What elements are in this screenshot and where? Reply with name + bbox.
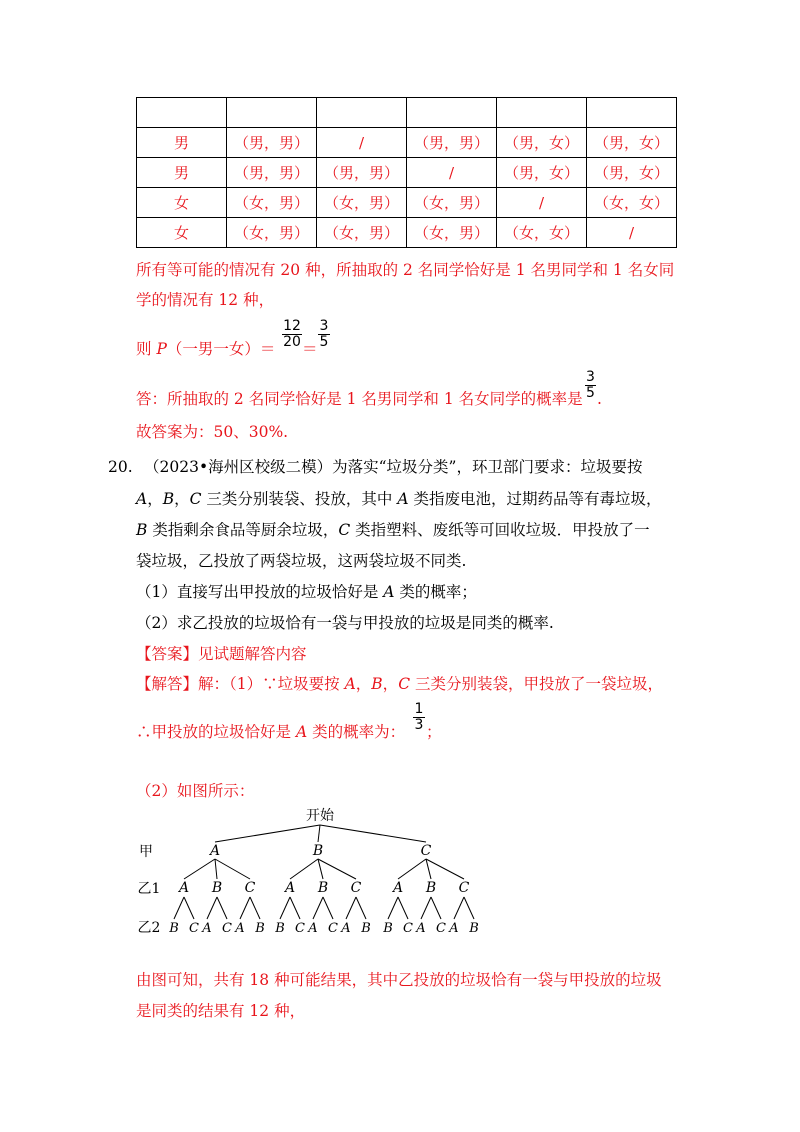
table-cell: （男，女） <box>497 128 587 158</box>
tree-branch <box>318 825 320 842</box>
tree-branch <box>217 897 227 919</box>
tree-branch <box>240 897 250 919</box>
table-cell: （女，男） <box>227 188 317 218</box>
prob-prefix: 则 <box>136 340 157 358</box>
tree-branch <box>174 897 184 919</box>
tree-branch <box>426 859 431 879</box>
question-line-2: A，B，C 三类分别装袋、投放，其中 A 类指废电池，过期药品等有毒垃圾， <box>136 490 662 508</box>
tree-node-level3: A <box>235 921 245 936</box>
tree-branch <box>398 859 426 879</box>
tree-node-level2: C <box>244 880 256 896</box>
tree-branch <box>215 859 250 879</box>
table-cell: （女，女） <box>497 218 587 248</box>
tree-node-level1: B <box>312 843 324 859</box>
tree-branch <box>184 897 194 919</box>
fraction-numerator: 3 <box>586 369 595 385</box>
answer-line: 答：所抽取的 2 名同学恰好是 1 名男同学和 1 名女同学的概率是 <box>136 390 583 408</box>
tree-branch <box>323 897 333 919</box>
table-cell: （男，女） <box>587 158 677 188</box>
tree-node-level2: A <box>392 880 404 896</box>
row-label-jia: 甲 <box>139 844 153 860</box>
tree-branch <box>320 825 426 842</box>
tree-branch <box>215 859 217 879</box>
equals-sign: ＝ <box>302 340 318 358</box>
tree-branch <box>318 859 323 879</box>
sub-question-1: （1）直接写出甲投放的垃圾恰好是 A 类的概率； <box>136 583 477 601</box>
prob-event: （一男一女）＝ <box>166 340 276 358</box>
tree-node-level3: A <box>449 921 459 936</box>
tree-branch <box>207 897 217 919</box>
tree-node-level3: A <box>341 921 351 936</box>
question-line-1: （2023•海州区校级二模）为落实“垃圾分类”，环卫部门要求：垃圾要按 <box>144 458 643 476</box>
sub-question-2: （2）求乙投放的垃圾恰有一袋与甲投放的垃圾是同类的概率. <box>136 614 554 632</box>
tree-node-level1: C <box>420 843 432 859</box>
table-cell: （男，男） <box>227 128 317 158</box>
tree-node-level3: B <box>361 921 371 936</box>
tree-node-level3: B <box>169 921 179 936</box>
question-line-3: B 类指剩余食品等厨余垃圾，C 类指塑料、废纸等可回收垃圾．甲投放了一 <box>136 521 650 539</box>
solution-line-2: 学的情况有 12 种， <box>136 291 275 309</box>
table-cell: （男，男） <box>317 158 407 188</box>
solution-label: 【解答】 <box>136 675 199 693</box>
tree-branch <box>184 859 215 879</box>
row-label-yi2: 乙2 <box>137 920 161 936</box>
tree-node-level3: C <box>436 921 446 936</box>
table-cell: （女，男） <box>407 218 497 248</box>
tree-node-level3: B <box>275 921 285 936</box>
tree-branch <box>426 859 464 879</box>
tree-node-level2: B <box>317 880 329 896</box>
table-cell: （女，男） <box>317 188 407 218</box>
tree-branch <box>290 859 318 879</box>
tree-branch <box>215 825 320 842</box>
tree-branch <box>356 897 366 919</box>
table-cell: （男，男） <box>227 158 317 188</box>
solution-line-1: 所有等可能的情况有 20 种，所抽取的 2 名同学恰好是 1 名男同学和 1 名女同 <box>136 261 675 279</box>
solution-line-5: 是同类的结果有 12 种， <box>136 1002 306 1020</box>
tree-node-level3: B <box>255 921 265 936</box>
tree-node-level1: A <box>209 843 221 859</box>
tree-node-level3: B <box>383 921 393 936</box>
table-cell: （女，男） <box>227 218 317 248</box>
tree-node-level2: B <box>425 880 437 896</box>
tree-node-level2: A <box>178 880 190 896</box>
tree-branch <box>454 897 464 919</box>
tree-node-level3: A <box>202 921 212 936</box>
tree-branch <box>398 897 408 919</box>
tree-branch <box>464 897 474 919</box>
solution-line-2: ∴甲投放的垃圾恰好是 A 类的概率为： <box>136 723 406 741</box>
tree-node-level3: B <box>469 921 479 936</box>
fraction-denominator: 5 <box>586 385 595 401</box>
fraction-numerator: 1 <box>414 701 424 717</box>
fraction-denominator: 20 <box>283 334 301 350</box>
table-cell: 女 <box>137 188 227 218</box>
tree-branch <box>280 897 290 919</box>
tree-node-level3: C <box>295 921 305 936</box>
table-cell: / <box>317 128 407 158</box>
tree-branch <box>421 897 431 919</box>
fraction-numerator: 12 <box>283 318 301 334</box>
tree-branch <box>250 897 260 919</box>
tree-branch <box>318 859 356 879</box>
table-cell: 女 <box>137 218 227 248</box>
tree-node-level3: C <box>403 921 413 936</box>
table-cell: （男，男） <box>407 128 497 158</box>
tree-node-level2: A <box>284 880 296 896</box>
table-cell: （女，男） <box>407 188 497 218</box>
tree-node-level3: A <box>416 921 426 936</box>
final-answer: 故答案为：50、30%. <box>136 423 289 441</box>
table-cell: （女，女） <box>587 188 677 218</box>
fraction-denominator: 3 <box>414 717 424 733</box>
tree-branch <box>431 897 441 919</box>
tree-node-level3: C <box>189 921 199 936</box>
table-cell: / <box>407 158 497 188</box>
table-cell: 男 <box>137 128 227 158</box>
fraction-denominator: 5 <box>319 334 329 350</box>
table-cell: / <box>497 188 587 218</box>
tree-node-level3: A <box>308 921 318 936</box>
row-label-yi1: 乙1 <box>137 881 161 897</box>
solution-line-3: （2）如图所示： <box>136 782 255 800</box>
tree-branch <box>388 897 398 919</box>
table-cell: / <box>587 218 677 248</box>
tree-branch <box>290 897 300 919</box>
tree-branch <box>313 897 323 919</box>
tree-node-level2: B <box>211 880 223 896</box>
tree-node-level3: C <box>222 921 232 936</box>
tree-root-label: 开始 <box>306 808 334 824</box>
prob-symbol: P <box>156 340 167 358</box>
answer-label: 【答案】见试题解答内容 <box>136 645 307 663</box>
answer-end: . <box>597 390 602 408</box>
table-cell: 男 <box>137 158 227 188</box>
tree-node-level3: C <box>328 921 338 936</box>
table-cell: （男，女） <box>587 128 677 158</box>
solution-line-4: 由图可知，共有 18 种可能结果，其中乙投放的垃圾恰有一袋与甲投放的垃圾 <box>136 971 662 989</box>
table-cell: （女，男） <box>317 218 407 248</box>
tree-node-level2: C <box>350 880 362 896</box>
solution-line-2-end: ； <box>426 723 442 741</box>
table-cell: （男，女） <box>497 158 587 188</box>
solution-line-1: 【解答】解：（1）∵垃圾要按 A，B，C 三类分别装袋，甲投放了一袋垃圾， <box>136 675 663 693</box>
fraction-numerator: 3 <box>319 318 329 334</box>
question-line-4: 袋垃圾，乙投放了两袋垃圾，这两袋垃圾不同类. <box>136 552 467 570</box>
tree-node-level2: C <box>458 880 470 896</box>
question-number: 20. <box>108 458 133 476</box>
tree-branch <box>346 897 356 919</box>
